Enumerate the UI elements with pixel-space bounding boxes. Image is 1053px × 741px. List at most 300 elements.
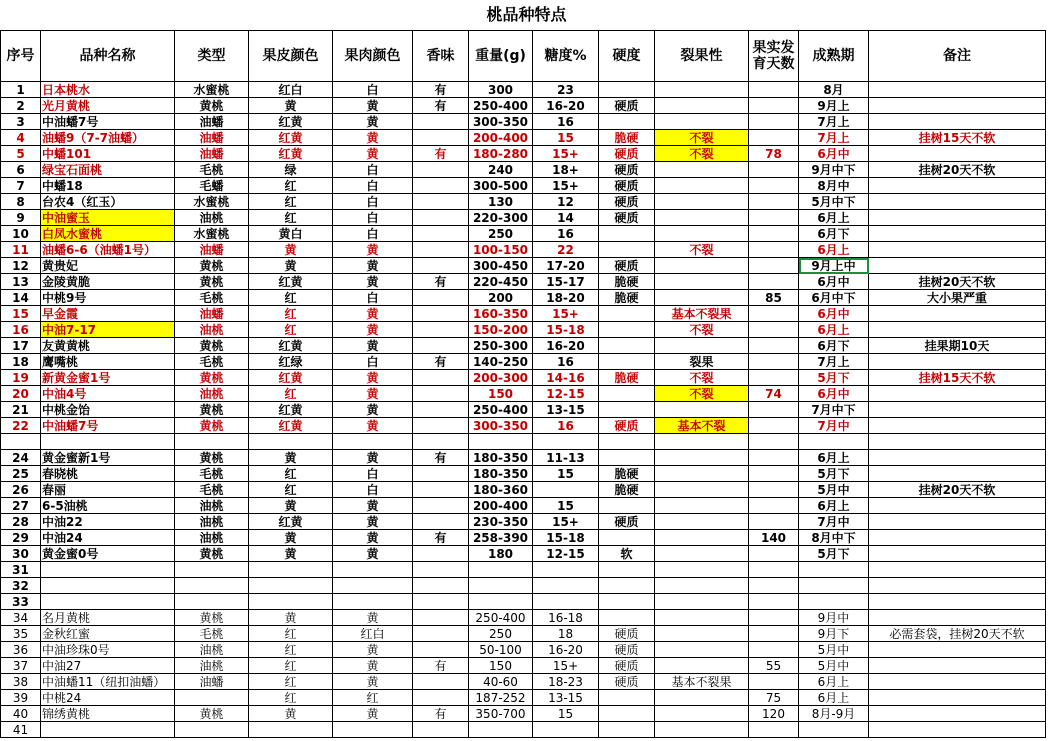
table-cell[interactable] bbox=[469, 594, 533, 610]
table-cell[interactable] bbox=[413, 626, 469, 642]
table-cell[interactable]: 180-360 bbox=[469, 482, 533, 498]
table-cell[interactable] bbox=[655, 290, 749, 306]
table-cell[interactable] bbox=[749, 370, 799, 386]
table-cell[interactable]: 7月上 bbox=[799, 114, 869, 130]
table-cell[interactable]: 6月中 bbox=[799, 274, 869, 290]
note-cell[interactable] bbox=[869, 466, 1046, 482]
table-cell[interactable] bbox=[413, 386, 469, 402]
variety-name-cell[interactable]: 中油蟠7号 bbox=[41, 114, 175, 130]
table-cell[interactable]: 6月上 bbox=[799, 242, 869, 258]
table-cell[interactable]: 黄桃 bbox=[175, 258, 249, 274]
table-cell[interactable]: 裂果 bbox=[655, 354, 749, 370]
table-cell[interactable]: 55 bbox=[749, 658, 799, 674]
table-cell[interactable]: 23 bbox=[533, 82, 599, 98]
table-cell[interactable]: 5月下 bbox=[799, 370, 869, 386]
table-cell[interactable] bbox=[749, 242, 799, 258]
table-cell[interactable]: 黄 bbox=[333, 274, 413, 290]
variety-name-cell[interactable]: 中桃金饴 bbox=[41, 402, 175, 418]
table-cell[interactable]: 15+ bbox=[533, 306, 599, 322]
table-cell[interactable]: 硬质 bbox=[599, 178, 655, 194]
table-cell[interactable] bbox=[413, 498, 469, 514]
table-cell[interactable]: 16 bbox=[533, 114, 599, 130]
table-cell[interactable]: 油桃 bbox=[175, 658, 249, 674]
table-cell[interactable] bbox=[413, 594, 469, 610]
table-cell[interactable]: 19 bbox=[1, 370, 41, 386]
table-cell[interactable] bbox=[413, 210, 469, 226]
variety-name-cell[interactable]: 中油蟠7号 bbox=[41, 418, 175, 434]
table-cell[interactable] bbox=[599, 594, 655, 610]
table-cell[interactable]: 4 bbox=[1, 130, 41, 146]
table-cell[interactable] bbox=[413, 402, 469, 418]
table-cell[interactable] bbox=[655, 722, 749, 738]
table-cell[interactable] bbox=[749, 210, 799, 226]
note-cell[interactable] bbox=[869, 194, 1046, 210]
note-cell[interactable] bbox=[869, 354, 1046, 370]
table-cell[interactable]: 毛桃 bbox=[175, 354, 249, 370]
table-cell[interactable]: 16 bbox=[1, 322, 41, 338]
header-cell[interactable]: 备注 bbox=[869, 31, 1046, 82]
table-cell[interactable] bbox=[749, 546, 799, 562]
table-cell[interactable]: 有 bbox=[413, 706, 469, 722]
table-cell[interactable]: 硬质 bbox=[599, 258, 655, 274]
header-cell[interactable]: 类型 bbox=[175, 31, 249, 82]
table-cell[interactable]: 250-400 bbox=[469, 610, 533, 626]
table-cell[interactable]: 27 bbox=[1, 498, 41, 514]
table-cell[interactable] bbox=[655, 82, 749, 98]
variety-name-cell[interactable] bbox=[41, 594, 175, 610]
table-cell[interactable]: 黄 bbox=[333, 402, 413, 418]
variety-name-cell[interactable]: 光月黄桃 bbox=[41, 98, 175, 114]
table-cell[interactable] bbox=[749, 226, 799, 242]
table-cell[interactable]: 5月中下 bbox=[799, 194, 869, 210]
table-cell[interactable]: 300-500 bbox=[469, 178, 533, 194]
table-cell[interactable] bbox=[413, 690, 469, 706]
table-cell[interactable]: 220-450 bbox=[469, 274, 533, 290]
table-cell[interactable]: 红白 bbox=[249, 82, 333, 98]
table-cell[interactable] bbox=[413, 306, 469, 322]
table-cell[interactable]: 6月下 bbox=[799, 338, 869, 354]
table-cell[interactable]: 9月中 bbox=[799, 610, 869, 626]
table-cell[interactable]: 白 bbox=[333, 178, 413, 194]
table-cell[interactable] bbox=[469, 722, 533, 738]
table-cell[interactable] bbox=[749, 274, 799, 290]
variety-name-cell[interactable] bbox=[41, 578, 175, 594]
table-cell[interactable] bbox=[749, 402, 799, 418]
table-cell[interactable]: 白 bbox=[333, 226, 413, 242]
note-cell[interactable] bbox=[869, 98, 1046, 114]
table-cell[interactable]: 15-18 bbox=[533, 530, 599, 546]
table-cell[interactable]: 红 bbox=[249, 178, 333, 194]
table-cell[interactable]: 毛桃 bbox=[175, 626, 249, 642]
table-cell[interactable]: 7月中 bbox=[799, 514, 869, 530]
table-cell[interactable]: 黄 bbox=[333, 610, 413, 626]
header-cell[interactable]: 序号 bbox=[1, 31, 41, 82]
table-cell[interactable]: 基本不裂 bbox=[655, 418, 749, 434]
table-cell[interactable]: 黄桃 bbox=[175, 546, 249, 562]
table-cell[interactable]: 22 bbox=[1, 418, 41, 434]
table-cell[interactable] bbox=[749, 562, 799, 578]
table-cell[interactable]: 红黄 bbox=[249, 274, 333, 290]
table-cell[interactable] bbox=[655, 178, 749, 194]
table-cell[interactable]: 脆硬 bbox=[599, 482, 655, 498]
header-cell[interactable]: 香味 bbox=[413, 31, 469, 82]
variety-name-cell[interactable]: 油蟠6-6（油蟠1号） bbox=[41, 242, 175, 258]
table-cell[interactable] bbox=[749, 610, 799, 626]
table-cell[interactable] bbox=[599, 306, 655, 322]
table-cell[interactable]: 130 bbox=[469, 194, 533, 210]
variety-name-cell[interactable]: 白凤水蜜桃 bbox=[41, 226, 175, 242]
table-cell[interactable]: 红 bbox=[249, 482, 333, 498]
table-cell[interactable]: 200 bbox=[469, 290, 533, 306]
table-cell[interactable]: 15 bbox=[1, 306, 41, 322]
header-cell[interactable]: 糖度% bbox=[533, 31, 599, 82]
table-cell[interactable]: 白 bbox=[333, 210, 413, 226]
table-cell[interactable]: 油桃 bbox=[175, 210, 249, 226]
variety-name-cell[interactable]: 中油7-17 bbox=[41, 322, 175, 338]
table-cell[interactable]: 红 bbox=[249, 626, 333, 642]
table-cell[interactable]: 黄桃 bbox=[175, 274, 249, 290]
table-cell[interactable] bbox=[249, 594, 333, 610]
table-cell[interactable]: 36 bbox=[1, 642, 41, 658]
table-cell[interactable]: 9月上中 bbox=[799, 258, 869, 274]
table-cell[interactable]: 6月上 bbox=[799, 450, 869, 466]
note-cell[interactable] bbox=[869, 546, 1046, 562]
table-cell[interactable]: 白 bbox=[333, 466, 413, 482]
table-cell[interactable] bbox=[249, 562, 333, 578]
note-cell[interactable] bbox=[869, 674, 1046, 690]
table-cell[interactable]: 8月中 bbox=[799, 178, 869, 194]
table-cell[interactable]: 红黄 bbox=[249, 418, 333, 434]
table-cell[interactable]: 有 bbox=[413, 450, 469, 466]
table-cell[interactable]: 黄 bbox=[249, 530, 333, 546]
table-cell[interactable] bbox=[413, 514, 469, 530]
variety-name-cell[interactable]: 金秋红蜜 bbox=[41, 626, 175, 642]
table-cell[interactable]: 油桃 bbox=[175, 514, 249, 530]
table-cell[interactable] bbox=[655, 466, 749, 482]
table-cell[interactable]: 18-23 bbox=[533, 674, 599, 690]
table-cell[interactable]: 14 bbox=[1, 290, 41, 306]
table-cell[interactable]: 脆硬 bbox=[599, 130, 655, 146]
note-cell[interactable] bbox=[869, 690, 1046, 706]
table-cell[interactable]: 5月中 bbox=[799, 482, 869, 498]
table-cell[interactable]: 硬质 bbox=[599, 514, 655, 530]
table-cell[interactable]: 有 bbox=[413, 530, 469, 546]
table-cell[interactable] bbox=[655, 98, 749, 114]
table-cell[interactable] bbox=[655, 434, 749, 450]
table-cell[interactable] bbox=[655, 274, 749, 290]
table-cell[interactable]: 140-250 bbox=[469, 354, 533, 370]
table-cell[interactable]: 3 bbox=[1, 114, 41, 130]
variety-name-cell[interactable] bbox=[41, 562, 175, 578]
table-cell[interactable] bbox=[655, 642, 749, 658]
table-cell[interactable] bbox=[333, 594, 413, 610]
table-cell[interactable] bbox=[413, 546, 469, 562]
table-cell[interactable] bbox=[413, 194, 469, 210]
table-cell[interactable]: 180-350 bbox=[469, 466, 533, 482]
note-cell[interactable] bbox=[869, 418, 1046, 434]
table-cell[interactable]: 油桃 bbox=[175, 498, 249, 514]
table-cell[interactable] bbox=[413, 418, 469, 434]
table-cell[interactable]: 15+ bbox=[533, 146, 599, 162]
table-cell[interactable] bbox=[599, 450, 655, 466]
table-cell[interactable] bbox=[655, 578, 749, 594]
table-cell[interactable] bbox=[333, 578, 413, 594]
variety-name-cell[interactable]: 金陵黄脆 bbox=[41, 274, 175, 290]
note-cell[interactable]: 挂树15天不软 bbox=[869, 370, 1046, 386]
table-cell[interactable]: 白 bbox=[333, 482, 413, 498]
table-cell[interactable]: 红 bbox=[249, 290, 333, 306]
table-cell[interactable]: 黄 bbox=[249, 258, 333, 274]
table-cell[interactable] bbox=[749, 722, 799, 738]
variety-name-cell[interactable]: 中蟠101 bbox=[41, 146, 175, 162]
table-cell[interactable]: 12 bbox=[533, 194, 599, 210]
note-cell[interactable]: 挂树20天不软 bbox=[869, 274, 1046, 290]
table-cell[interactable]: 31 bbox=[1, 562, 41, 578]
table-cell[interactable]: 毛蟠 bbox=[175, 178, 249, 194]
table-cell[interactable]: 红黄 bbox=[249, 370, 333, 386]
table-cell[interactable] bbox=[413, 642, 469, 658]
note-cell[interactable] bbox=[869, 306, 1046, 322]
table-cell[interactable] bbox=[655, 610, 749, 626]
table-cell[interactable]: 100-150 bbox=[469, 242, 533, 258]
table-cell[interactable]: 黄桃 bbox=[175, 418, 249, 434]
table-cell[interactable] bbox=[175, 722, 249, 738]
table-cell[interactable]: 16-20 bbox=[533, 98, 599, 114]
table-cell[interactable]: 8月-9月 bbox=[799, 706, 869, 722]
table-cell[interactable]: 黄 bbox=[333, 98, 413, 114]
table-cell[interactable] bbox=[599, 690, 655, 706]
table-cell[interactable]: 白 bbox=[333, 290, 413, 306]
table-cell[interactable] bbox=[413, 130, 469, 146]
table-cell[interactable] bbox=[599, 338, 655, 354]
variety-name-cell[interactable]: 中油珍珠0号 bbox=[41, 642, 175, 658]
table-cell[interactable]: 白 bbox=[333, 354, 413, 370]
table-cell[interactable]: 16-20 bbox=[533, 338, 599, 354]
variety-name-cell[interactable] bbox=[41, 722, 175, 738]
table-cell[interactable]: 25 bbox=[1, 466, 41, 482]
table-cell[interactable]: 250-400 bbox=[469, 98, 533, 114]
variety-name-cell[interactable]: 中油4号 bbox=[41, 386, 175, 402]
table-cell[interactable] bbox=[413, 114, 469, 130]
table-cell[interactable]: 7月中 bbox=[799, 418, 869, 434]
table-cell[interactable]: 油蟠 bbox=[175, 114, 249, 130]
table-cell[interactable]: 6月中下 bbox=[799, 290, 869, 306]
table-cell[interactable]: 7 bbox=[1, 178, 41, 194]
table-cell[interactable]: 白 bbox=[333, 82, 413, 98]
table-cell[interactable]: 10 bbox=[1, 226, 41, 242]
table-cell[interactable] bbox=[413, 466, 469, 482]
table-cell[interactable] bbox=[533, 578, 599, 594]
table-cell[interactable]: 硬质 bbox=[599, 162, 655, 178]
table-cell[interactable]: 24 bbox=[1, 450, 41, 466]
table-cell[interactable] bbox=[599, 242, 655, 258]
table-cell[interactable]: 300 bbox=[469, 82, 533, 98]
table-cell[interactable]: 红 bbox=[249, 658, 333, 674]
header-cell[interactable]: 重量(g) bbox=[469, 31, 533, 82]
table-cell[interactable]: 16 bbox=[533, 418, 599, 434]
table-cell[interactable]: 黄 bbox=[333, 706, 413, 722]
table-cell[interactable]: 黄 bbox=[333, 418, 413, 434]
table-cell[interactable]: 红 bbox=[249, 306, 333, 322]
table-cell[interactable]: 13-15 bbox=[533, 402, 599, 418]
table-cell[interactable]: 油桃 bbox=[175, 386, 249, 402]
table-cell[interactable] bbox=[413, 610, 469, 626]
table-cell[interactable]: 150-200 bbox=[469, 322, 533, 338]
table-cell[interactable] bbox=[1, 434, 41, 450]
table-cell[interactable]: 41 bbox=[1, 722, 41, 738]
table-cell[interactable] bbox=[599, 530, 655, 546]
table-cell[interactable]: 黄 bbox=[333, 386, 413, 402]
table-cell[interactable]: 74 bbox=[749, 386, 799, 402]
table-cell[interactable]: 黄 bbox=[249, 706, 333, 722]
table-cell[interactable]: 40-60 bbox=[469, 674, 533, 690]
variety-name-cell[interactable]: 台农4（红玉） bbox=[41, 194, 175, 210]
table-cell[interactable]: 29 bbox=[1, 530, 41, 546]
table-cell[interactable]: 红黄 bbox=[249, 114, 333, 130]
table-cell[interactable]: 硬质 bbox=[599, 658, 655, 674]
table-cell[interactable]: 28 bbox=[1, 514, 41, 530]
table-cell[interactable] bbox=[749, 82, 799, 98]
note-cell[interactable] bbox=[869, 594, 1046, 610]
table-cell[interactable]: 16-20 bbox=[533, 642, 599, 658]
table-cell[interactable]: 硬质 bbox=[599, 146, 655, 162]
table-cell[interactable]: 6月下 bbox=[799, 226, 869, 242]
table-cell[interactable]: 硬质 bbox=[599, 642, 655, 658]
table-cell[interactable]: 黄 bbox=[333, 642, 413, 658]
table-cell[interactable] bbox=[413, 674, 469, 690]
table-cell[interactable]: 200-300 bbox=[469, 370, 533, 386]
table-cell[interactable] bbox=[413, 338, 469, 354]
table-cell[interactable]: 红 bbox=[249, 386, 333, 402]
table-cell[interactable] bbox=[175, 594, 249, 610]
table-cell[interactable]: 15-17 bbox=[533, 274, 599, 290]
header-cell[interactable]: 成熟期 bbox=[799, 31, 869, 82]
note-cell[interactable] bbox=[869, 642, 1046, 658]
table-cell[interactable]: 15+ bbox=[533, 658, 599, 674]
table-cell[interactable] bbox=[655, 338, 749, 354]
variety-name-cell[interactable]: 油蟠9（7-7油蟠） bbox=[41, 130, 175, 146]
table-cell[interactable]: 油蟠 bbox=[175, 130, 249, 146]
header-cell[interactable]: 品种名称 bbox=[41, 31, 175, 82]
table-cell[interactable]: 150 bbox=[469, 386, 533, 402]
table-cell[interactable]: 水蜜桃 bbox=[175, 194, 249, 210]
table-cell[interactable]: 40 bbox=[1, 706, 41, 722]
table-cell[interactable]: 15+ bbox=[533, 514, 599, 530]
table-cell[interactable]: 17-20 bbox=[533, 258, 599, 274]
table-cell[interactable] bbox=[175, 562, 249, 578]
table-cell[interactable] bbox=[533, 562, 599, 578]
table-cell[interactable]: 16-18 bbox=[533, 610, 599, 626]
table-cell[interactable]: 硬质 bbox=[599, 210, 655, 226]
table-cell[interactable]: 黄桃 bbox=[175, 98, 249, 114]
table-cell[interactable] bbox=[749, 594, 799, 610]
table-cell[interactable]: 220-300 bbox=[469, 210, 533, 226]
table-cell[interactable] bbox=[749, 514, 799, 530]
variety-name-cell[interactable]: 早金霞 bbox=[41, 306, 175, 322]
table-cell[interactable]: 6月上 bbox=[799, 210, 869, 226]
table-cell[interactable] bbox=[749, 338, 799, 354]
table-cell[interactable]: 2 bbox=[1, 98, 41, 114]
variety-name-cell[interactable]: 中桃24 bbox=[41, 690, 175, 706]
table-cell[interactable]: 300-350 bbox=[469, 418, 533, 434]
table-cell[interactable] bbox=[413, 162, 469, 178]
table-cell[interactable]: 油蟠 bbox=[175, 242, 249, 258]
table-cell[interactable]: 红黄 bbox=[249, 146, 333, 162]
table-cell[interactable] bbox=[599, 722, 655, 738]
table-cell[interactable]: 250-300 bbox=[469, 338, 533, 354]
table-cell[interactable]: 红 bbox=[249, 690, 333, 706]
table-cell[interactable]: 16 bbox=[533, 354, 599, 370]
table-cell[interactable]: 200-400 bbox=[469, 130, 533, 146]
table-cell[interactable] bbox=[413, 242, 469, 258]
table-cell[interactable]: 140 bbox=[749, 530, 799, 546]
table-cell[interactable] bbox=[749, 354, 799, 370]
table-cell[interactable]: 7月上 bbox=[799, 130, 869, 146]
table-cell[interactable] bbox=[655, 514, 749, 530]
variety-name-cell[interactable]: 春晓桃 bbox=[41, 466, 175, 482]
table-cell[interactable]: 红 bbox=[249, 466, 333, 482]
table-cell[interactable]: 油蟠 bbox=[175, 306, 249, 322]
table-cell[interactable]: 硬质 bbox=[599, 194, 655, 210]
table-cell[interactable] bbox=[799, 722, 869, 738]
table-cell[interactable]: 37 bbox=[1, 658, 41, 674]
variety-name-cell[interactable]: 中桃9号 bbox=[41, 290, 175, 306]
table-cell[interactable]: 黄 bbox=[333, 370, 413, 386]
table-cell[interactable]: 180-350 bbox=[469, 450, 533, 466]
header-cell[interactable]: 硬度 bbox=[599, 31, 655, 82]
table-cell[interactable] bbox=[799, 594, 869, 610]
table-cell[interactable] bbox=[249, 434, 333, 450]
header-cell[interactable]: 果皮颜色 bbox=[249, 31, 333, 82]
table-cell[interactable]: 黄桃 bbox=[175, 610, 249, 626]
table-cell[interactable] bbox=[655, 498, 749, 514]
note-cell[interactable] bbox=[869, 722, 1046, 738]
note-cell[interactable] bbox=[869, 114, 1046, 130]
table-cell[interactable] bbox=[413, 290, 469, 306]
table-cell[interactable]: 300-350 bbox=[469, 114, 533, 130]
note-cell[interactable] bbox=[869, 210, 1046, 226]
table-cell[interactable]: 黄 bbox=[249, 450, 333, 466]
table-cell[interactable]: 红 bbox=[249, 642, 333, 658]
table-cell[interactable]: 黄 bbox=[333, 146, 413, 162]
table-cell[interactable]: 8月 bbox=[799, 82, 869, 98]
table-cell[interactable]: 14-16 bbox=[533, 370, 599, 386]
table-cell[interactable] bbox=[599, 114, 655, 130]
variety-name-cell[interactable]: 黄金蜜0号 bbox=[41, 546, 175, 562]
table-cell[interactable]: 有 bbox=[413, 274, 469, 290]
table-cell[interactable]: 油桃 bbox=[175, 530, 249, 546]
table-cell[interactable]: 39 bbox=[1, 690, 41, 706]
table-cell[interactable]: 脆硬 bbox=[599, 370, 655, 386]
variety-name-cell[interactable]: 绿宝石面桃 bbox=[41, 162, 175, 178]
table-cell[interactable] bbox=[599, 354, 655, 370]
table-cell[interactable]: 红 bbox=[249, 194, 333, 210]
table-cell[interactable] bbox=[333, 562, 413, 578]
table-cell[interactable] bbox=[655, 258, 749, 274]
table-cell[interactable]: 11 bbox=[1, 242, 41, 258]
table-cell[interactable]: 33 bbox=[1, 594, 41, 610]
table-cell[interactable] bbox=[655, 402, 749, 418]
table-cell[interactable]: 黄 bbox=[333, 242, 413, 258]
table-cell[interactable]: 黄 bbox=[333, 674, 413, 690]
variety-name-cell[interactable]: 名月黄桃 bbox=[41, 610, 175, 626]
table-cell[interactable]: 21 bbox=[1, 402, 41, 418]
variety-name-cell[interactable]: 友黄黄桃 bbox=[41, 338, 175, 354]
note-cell[interactable] bbox=[869, 242, 1046, 258]
table-cell[interactable]: 红 bbox=[249, 322, 333, 338]
table-cell[interactable]: 1 bbox=[1, 82, 41, 98]
table-cell[interactable]: 5月中 bbox=[799, 658, 869, 674]
